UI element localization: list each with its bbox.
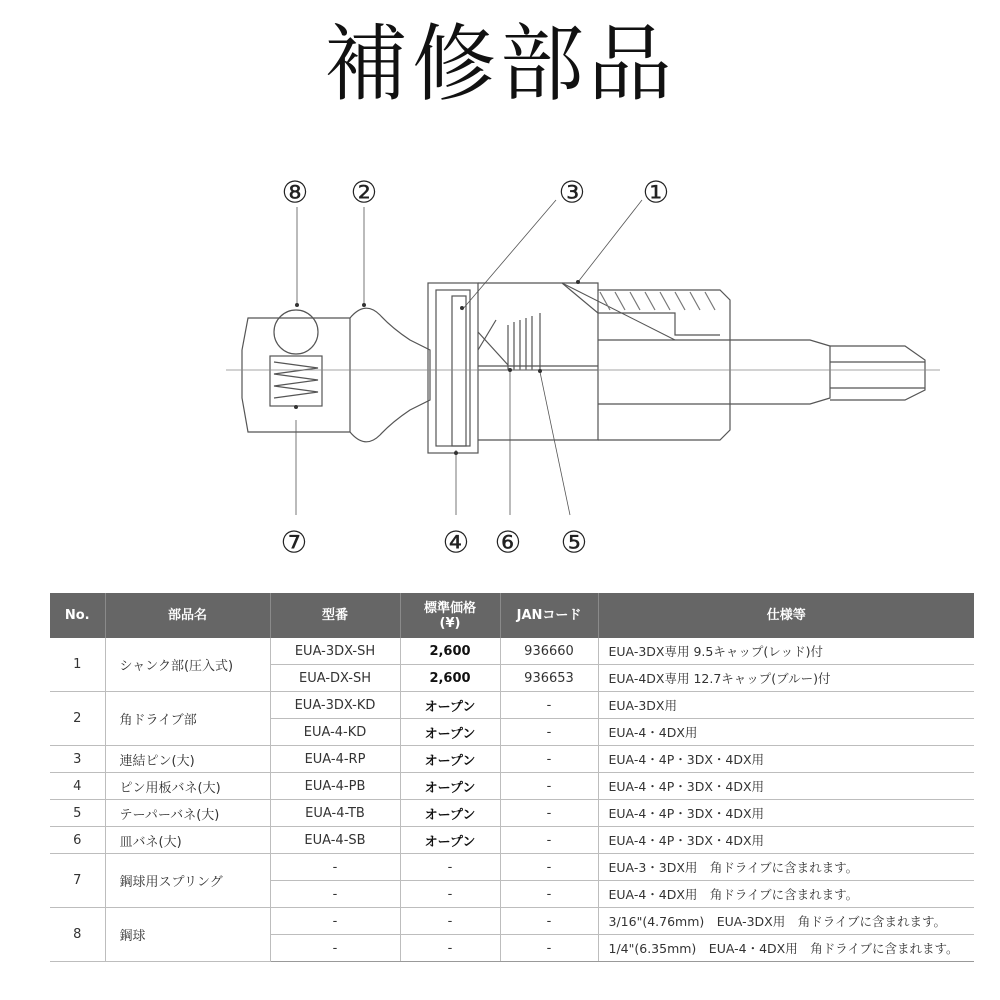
- row-price: -: [400, 881, 500, 908]
- callout-4: [443, 526, 470, 561]
- row-spec: EUA-3・3DX用 角ドライブに含まれます。: [598, 854, 974, 881]
- row-price: 2,600: [400, 665, 500, 692]
- row-jan: -: [500, 827, 598, 854]
- row-model: EUA-4-PB: [270, 773, 400, 800]
- row-part-name: ピン用板バネ(大): [105, 773, 270, 800]
- callout-2: [351, 176, 378, 211]
- table-header-row: [50, 593, 974, 638]
- row-part-name: 鋼球: [105, 908, 270, 962]
- row-spec: 3/16"(4.76mm) EUA-3DX用 角ドライブに含まれます。: [598, 908, 974, 935]
- header-part-name: 部品名: [105, 593, 270, 638]
- row-spec: EUA-4・4P・3DX・4DX用: [598, 773, 974, 800]
- row-price: 2,600: [400, 638, 500, 665]
- row-spec: EUA-3DX用: [598, 692, 974, 719]
- row-spec: EUA-3DX専用 9.5キャップ(レッド)付: [598, 638, 974, 665]
- row-model: EUA-3DX-SH: [270, 638, 400, 665]
- row-spec: EUA-4・4P・3DX・4DX用: [598, 827, 974, 854]
- square-drive-head: [242, 318, 270, 432]
- row-no: 2: [50, 692, 105, 746]
- disc-springs: [508, 313, 540, 370]
- header-price: [400, 593, 500, 638]
- row-part-name: シャンク部(圧入式): [105, 638, 270, 692]
- row-part-name: テーパーバネ(大): [105, 800, 270, 827]
- row-spec: 1/4"(6.35mm) EUA-4・4DX用 角ドライブに含まれます。: [598, 935, 974, 962]
- row-jan: -: [500, 719, 598, 746]
- row-model: -: [270, 854, 400, 881]
- table-row: [50, 827, 974, 854]
- connecting-pin: [452, 296, 466, 446]
- row-part-name: 鋼球用スプリング: [105, 854, 270, 908]
- table-row: [50, 800, 974, 827]
- row-price: オープン: [400, 692, 500, 719]
- callout-5: [561, 526, 588, 561]
- row-model: EUA-4-RP: [270, 746, 400, 773]
- row-price: オープン: [400, 827, 500, 854]
- row-price: オープン: [400, 746, 500, 773]
- table-row: [50, 692, 974, 719]
- steel-ball: [274, 310, 318, 354]
- row-no: 7: [50, 854, 105, 908]
- row-model: EUA-4-TB: [270, 800, 400, 827]
- row-spec: EUA-4・4DX用 角ドライブに含まれます。: [598, 881, 974, 908]
- callout-7: [281, 526, 308, 561]
- parts-table: [50, 593, 974, 962]
- row-spec: EUA-4・4P・3DX・4DX用: [598, 800, 974, 827]
- row-no: 1: [50, 638, 105, 692]
- svg-text:⑥: ⑥: [494, 525, 522, 561]
- row-part-name: 連結ピン(大): [105, 746, 270, 773]
- row-price: オープン: [400, 800, 500, 827]
- svg-text:③: ③: [558, 175, 586, 211]
- table-row: [50, 908, 974, 935]
- table-row: [50, 638, 974, 665]
- row-model: EUA-4-KD: [270, 719, 400, 746]
- header-spec: 仕様等: [598, 593, 974, 638]
- row-jan: -: [500, 881, 598, 908]
- row-spec: EUA-4・4DX用: [598, 719, 974, 746]
- row-no: 5: [50, 800, 105, 827]
- callout-1: [643, 176, 670, 211]
- row-part-name: 皿バネ(大): [105, 827, 270, 854]
- row-price: オープン: [400, 719, 500, 746]
- row-jan: -: [500, 935, 598, 962]
- row-jan: -: [500, 908, 598, 935]
- row-price: -: [400, 935, 500, 962]
- table-row: [50, 773, 974, 800]
- row-no: 3: [50, 746, 105, 773]
- callout-6: [495, 526, 522, 561]
- header-jan: JANコード: [500, 593, 598, 638]
- callout-8: [282, 176, 309, 211]
- svg-text:①: ①: [642, 175, 670, 211]
- row-spec: EUA-4DX専用 12.7キャップ(ブルー)付: [598, 665, 974, 692]
- row-jan: 936653: [500, 665, 598, 692]
- header-no: No.: [50, 593, 105, 638]
- ball-spring: [274, 362, 318, 398]
- row-price: -: [400, 908, 500, 935]
- svg-text:⑧: ⑧: [281, 175, 309, 211]
- row-model: -: [270, 935, 400, 962]
- row-no: 4: [50, 773, 105, 800]
- row-no: 8: [50, 908, 105, 962]
- table-row: [50, 854, 974, 881]
- row-model: EUA-3DX-KD: [270, 692, 400, 719]
- svg-text:②: ②: [350, 175, 378, 211]
- main-sleeve: [478, 283, 598, 440]
- row-model: EUA-DX-SH: [270, 665, 400, 692]
- callout-3: [559, 176, 586, 211]
- svg-text:④: ④: [442, 525, 470, 561]
- row-model: -: [270, 881, 400, 908]
- table-row: [50, 746, 974, 773]
- row-model: EUA-4-SB: [270, 827, 400, 854]
- row-price: オープン: [400, 773, 500, 800]
- row-no: 6: [50, 827, 105, 854]
- exploded-parts-diagram: [0, 150, 1000, 580]
- row-jan: 936660: [500, 638, 598, 665]
- row-price: -: [400, 854, 500, 881]
- row-jan: -: [500, 773, 598, 800]
- page-title: 補修部品: [323, 15, 676, 113]
- row-part-name: 角ドライブ部: [105, 692, 270, 746]
- header-price-line1: 標準価格: [423, 600, 476, 616]
- row-jan: -: [500, 800, 598, 827]
- hex-shank: [598, 340, 830, 404]
- row-jan: -: [500, 692, 598, 719]
- svg-text:⑤: ⑤: [560, 525, 588, 561]
- svg-text:⑦: ⑦: [280, 525, 308, 561]
- header-model: 型番: [270, 593, 400, 638]
- row-jan: -: [500, 854, 598, 881]
- header-price-line2: (¥): [439, 615, 461, 631]
- row-model: -: [270, 908, 400, 935]
- row-spec: EUA-4・4P・3DX・4DX用: [598, 746, 974, 773]
- row-jan: -: [500, 746, 598, 773]
- shank-cap: [562, 283, 730, 440]
